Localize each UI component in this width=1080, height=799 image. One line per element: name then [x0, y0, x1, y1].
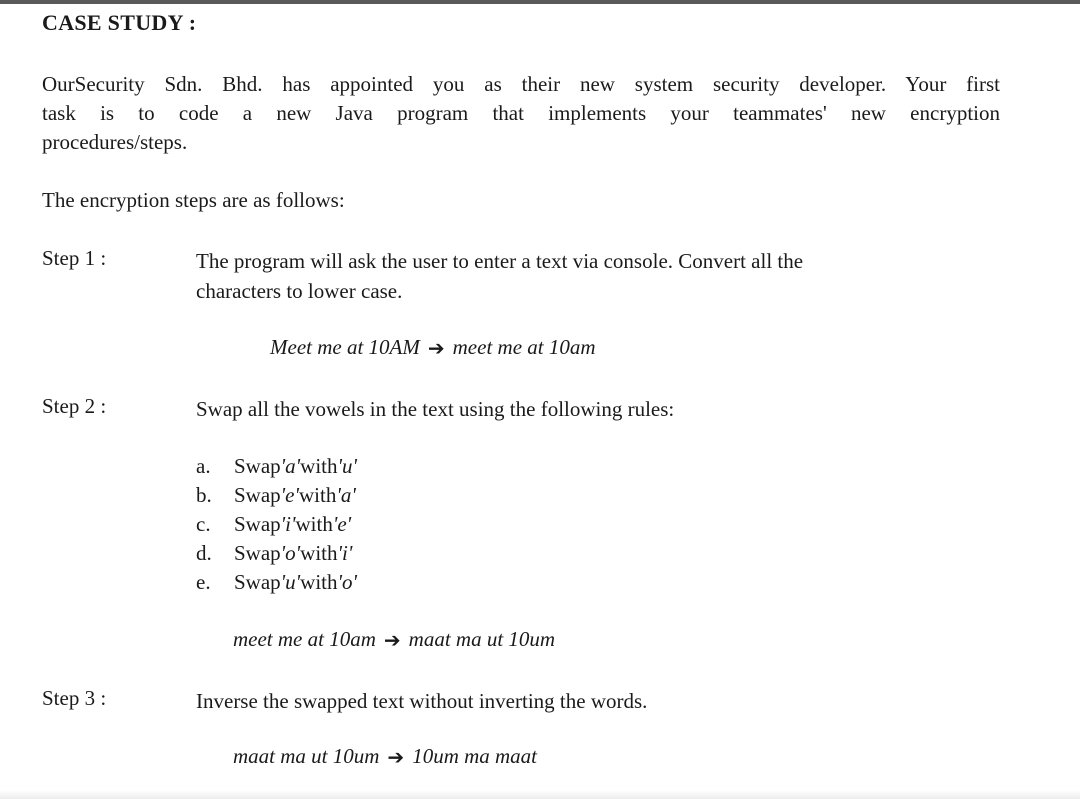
- intro-line: procedures/steps.: [42, 130, 188, 154]
- example-input: meet me at 10am: [233, 627, 376, 651]
- step-2-label: Step 2 :: [42, 394, 107, 418]
- rule-vowel-from: 'u': [280, 570, 301, 594]
- rule-vowel-from: 'a': [280, 454, 301, 478]
- step-3-example: [233, 744, 537, 769]
- rule-item: [196, 452, 357, 481]
- rule-vowel-to: 'i': [337, 541, 353, 565]
- example-output: maat ma ut 10um: [408, 627, 556, 651]
- intro-paragraph: [42, 70, 1000, 157]
- rule-vowel-to: 'u': [337, 454, 357, 478]
- step-1-line: characters to lower case.: [196, 279, 403, 303]
- step-1-label: Step 1 :: [42, 246, 107, 270]
- step-2-text: Swap all the vowels in the text using the following rules:: [196, 397, 675, 421]
- rule-vowel-to: 'a': [336, 483, 356, 507]
- step-1-line: The program will ask the user to enter a text via console. Convert all the: [196, 249, 804, 273]
- example-input: Meet me at 10AM: [270, 335, 420, 359]
- rule-marker: d.: [196, 541, 212, 565]
- intro-line: OurSecurity Sdn. Bhd. has appointed you as their new system security developer. Your first: [42, 72, 1000, 96]
- example-output: 10um ma maat: [412, 744, 538, 768]
- intro-line: task is to code a new Java program that implements your teammates' new encryption: [42, 101, 1000, 125]
- rule-item: [196, 568, 357, 597]
- rule-prefix: Swap: [234, 454, 281, 478]
- rule-prefix: Swap: [234, 541, 281, 565]
- rule-marker: a.: [196, 454, 211, 478]
- rule-mid: with: [298, 483, 337, 507]
- step-1-text: [196, 246, 803, 306]
- rule-mid: with: [300, 541, 338, 565]
- rule-mid: with: [295, 512, 333, 536]
- rule-vowel-to: 'o': [337, 570, 357, 594]
- rule-prefix: Swap: [234, 570, 281, 594]
- steps-intro: The encryption steps are as follows:: [42, 188, 345, 212]
- rule-vowel-to: 'e': [332, 512, 352, 536]
- example-input: maat ma ut 10um: [233, 744, 380, 768]
- rule-marker: e.: [196, 570, 211, 594]
- arrow-right-icon: ➔: [387, 744, 405, 769]
- case-study-title: CASE STUDY :: [42, 10, 197, 35]
- rule-item: [196, 481, 357, 510]
- rule-vowel-from: 'i': [280, 512, 296, 536]
- rule-mid: with: [300, 570, 338, 594]
- page-bottom-edge: [0, 790, 1080, 799]
- rule-vowel-from: 'e': [280, 483, 299, 507]
- rule-vowel-from: 'o': [280, 541, 301, 565]
- arrow-right-icon: ➔: [383, 627, 401, 652]
- rule-item: [196, 539, 357, 568]
- step-3-label: Step 3 :: [42, 686, 107, 710]
- rule-mid: with: [300, 454, 338, 478]
- step-1-example: [270, 335, 596, 360]
- rule-marker: c.: [196, 512, 211, 536]
- rule-marker: b.: [196, 483, 212, 507]
- rule-prefix: Swap: [234, 512, 281, 536]
- arrow-right-icon: ➔: [427, 335, 445, 360]
- example-output: meet me at 10am: [452, 335, 596, 359]
- step-3-text: Inverse the swapped text without inverting the words.: [196, 689, 648, 713]
- vowel-swap-rules: [196, 452, 357, 597]
- step-2-example: [233, 627, 555, 652]
- rule-prefix: Swap: [234, 483, 281, 507]
- rule-item: [196, 510, 357, 539]
